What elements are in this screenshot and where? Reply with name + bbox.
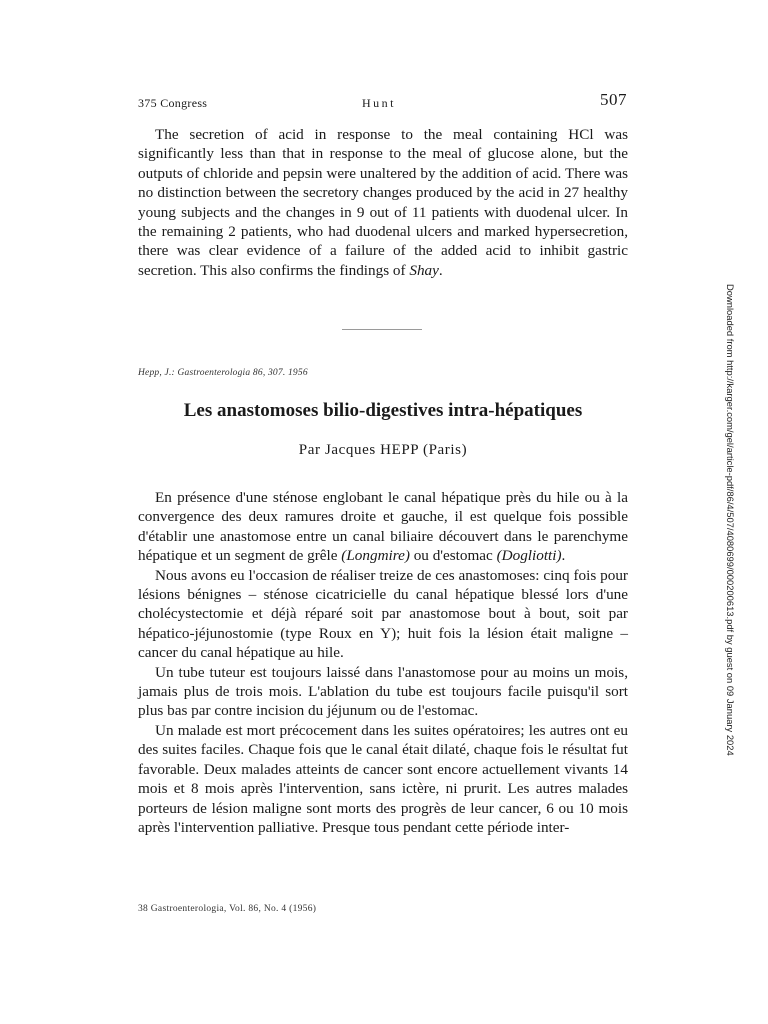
paragraph-1-connector: ou d'estomac bbox=[413, 547, 493, 565]
article-citation: Hepp, J.: Gastroenterologia 86, 307. 1956 bbox=[138, 368, 308, 378]
article-byline: Par Jacques HEPP (Paris) bbox=[298, 442, 468, 458]
previous-abstract-paragraph: The secretion of acid in response to the meal containing HCl was significantly less than that in response to the meal of glucose alone, but the outputs of chloride and pepsin were unaltered by the addition of acid. There was no distinction between the secretory changes produced by the acid in 27 healthy young subjects and the changes in 9 out of 11 patients with duodenal ulcer. In the remaining 2 patients, who had duodenal ulcers and marked hypersecretion, there was clear evidence of a failure of the added acid to inhibit gastric secretion. This also confirms the findings of Shay. bbox=[138, 126, 628, 279]
author-reference-dogliotti: (Dogliotti) bbox=[496, 547, 562, 565]
article-title: Les anastomoses bilio-digestives intra-hépatiques bbox=[183, 400, 583, 421]
running-head-left: 375 Congress bbox=[138, 96, 208, 110]
article-body bbox=[138, 488, 628, 837]
paragraph-1-text: En présence d'une sténose englobant le canal hépatique près du hile ou à la convergence des deux ramures droite et gauche, il est quelque fois possible d'établir une anastomose entre un canal biliaire découvert dans le parenchyme hépatique et un segment de grêle bbox=[138, 489, 628, 565]
previous-abstract-text: The secretion of acid in response to the meal containing HCl was significantly less than that in response to the meal of glucose alone, but the outputs of chloride and pepsin were unaltered by the addition of acid. There was no distinction between the secretory changes produced by the acid in 27 healthy young subjects and the changes in 9 out of 11 patients with duodenal ulcer. In the remaining 2 patients, who had duodenal ulcers and marked hypersecretion, there was clear evidence of a failure of the added acid to inhibit gastric secretion. This also confirms the findings of bbox=[138, 126, 628, 279]
running-head bbox=[138, 90, 627, 113]
article-paragraph-4: Un malade est mort précocement dans les suites opératoires; les autres ont eu des suites faciles. Chaque fois que le canal était dilaté, chaque fois le résultat fut favorable. Deux malades atteints de cancer sont encore actuellement vivants 14 mois et 8 mois après l'intervention, sans ictère, ni prurit. Les autres malades porteurs de lésion maligne sont morts des progrès de leur cancer, 6 ou 10 mois après l'intervention palliative. Presque tous pendant cette période inter- bbox=[138, 721, 628, 836]
section-divider bbox=[342, 329, 422, 330]
download-watermark: Downloaded from http://karger.com/gel/article-pdf/86/4/507/4080699/000200613.pdf by guest on 09 January 2024 bbox=[725, 284, 736, 756]
author-reference-longmire: (Longmire) bbox=[341, 547, 410, 565]
article-paragraph-2: Nous avons eu l'occasion de réaliser treize de ces anastomoses: cinq fois pour lésions bénignes – sténose cicatricielle du canal hépatique blessé lors d'une cholécystectomie et déjà réparé soit par anastomose bout à bout, soit par hépatico-jéjunostomie (type Roux en Y); huit fois la lésion était maligne – cancer du canal hépatique au hile. bbox=[138, 566, 628, 662]
page-footer: 38 Gastroenterologia, Vol. 86, No. 4 (1956) bbox=[138, 904, 317, 914]
article-paragraph-1: En présence d'une sténose englobant le canal hépatique près du hile ou à la convergence des deux ramures droite et gauche, il est quelque fois possible d'établir une anastomose entre un canal biliaire découvert dans le parenchyme hépatique et un segment de grêle (Longmire) ou d'estomac (Dogliotti). bbox=[138, 489, 628, 565]
running-head-author: Hunt bbox=[362, 96, 396, 110]
page-number: 507 bbox=[600, 90, 627, 109]
article-paragraph-3: Un tube tuteur est toujours laissé dans l'anastomose pour au moins un mois, jamais plus de trois mois. L'ablation du tube est toujours facile puisqu'il sort plus bas par contre incision du jéjunum ou de l'estomac. bbox=[138, 663, 628, 720]
author-reference-shay: Shay bbox=[409, 261, 439, 279]
